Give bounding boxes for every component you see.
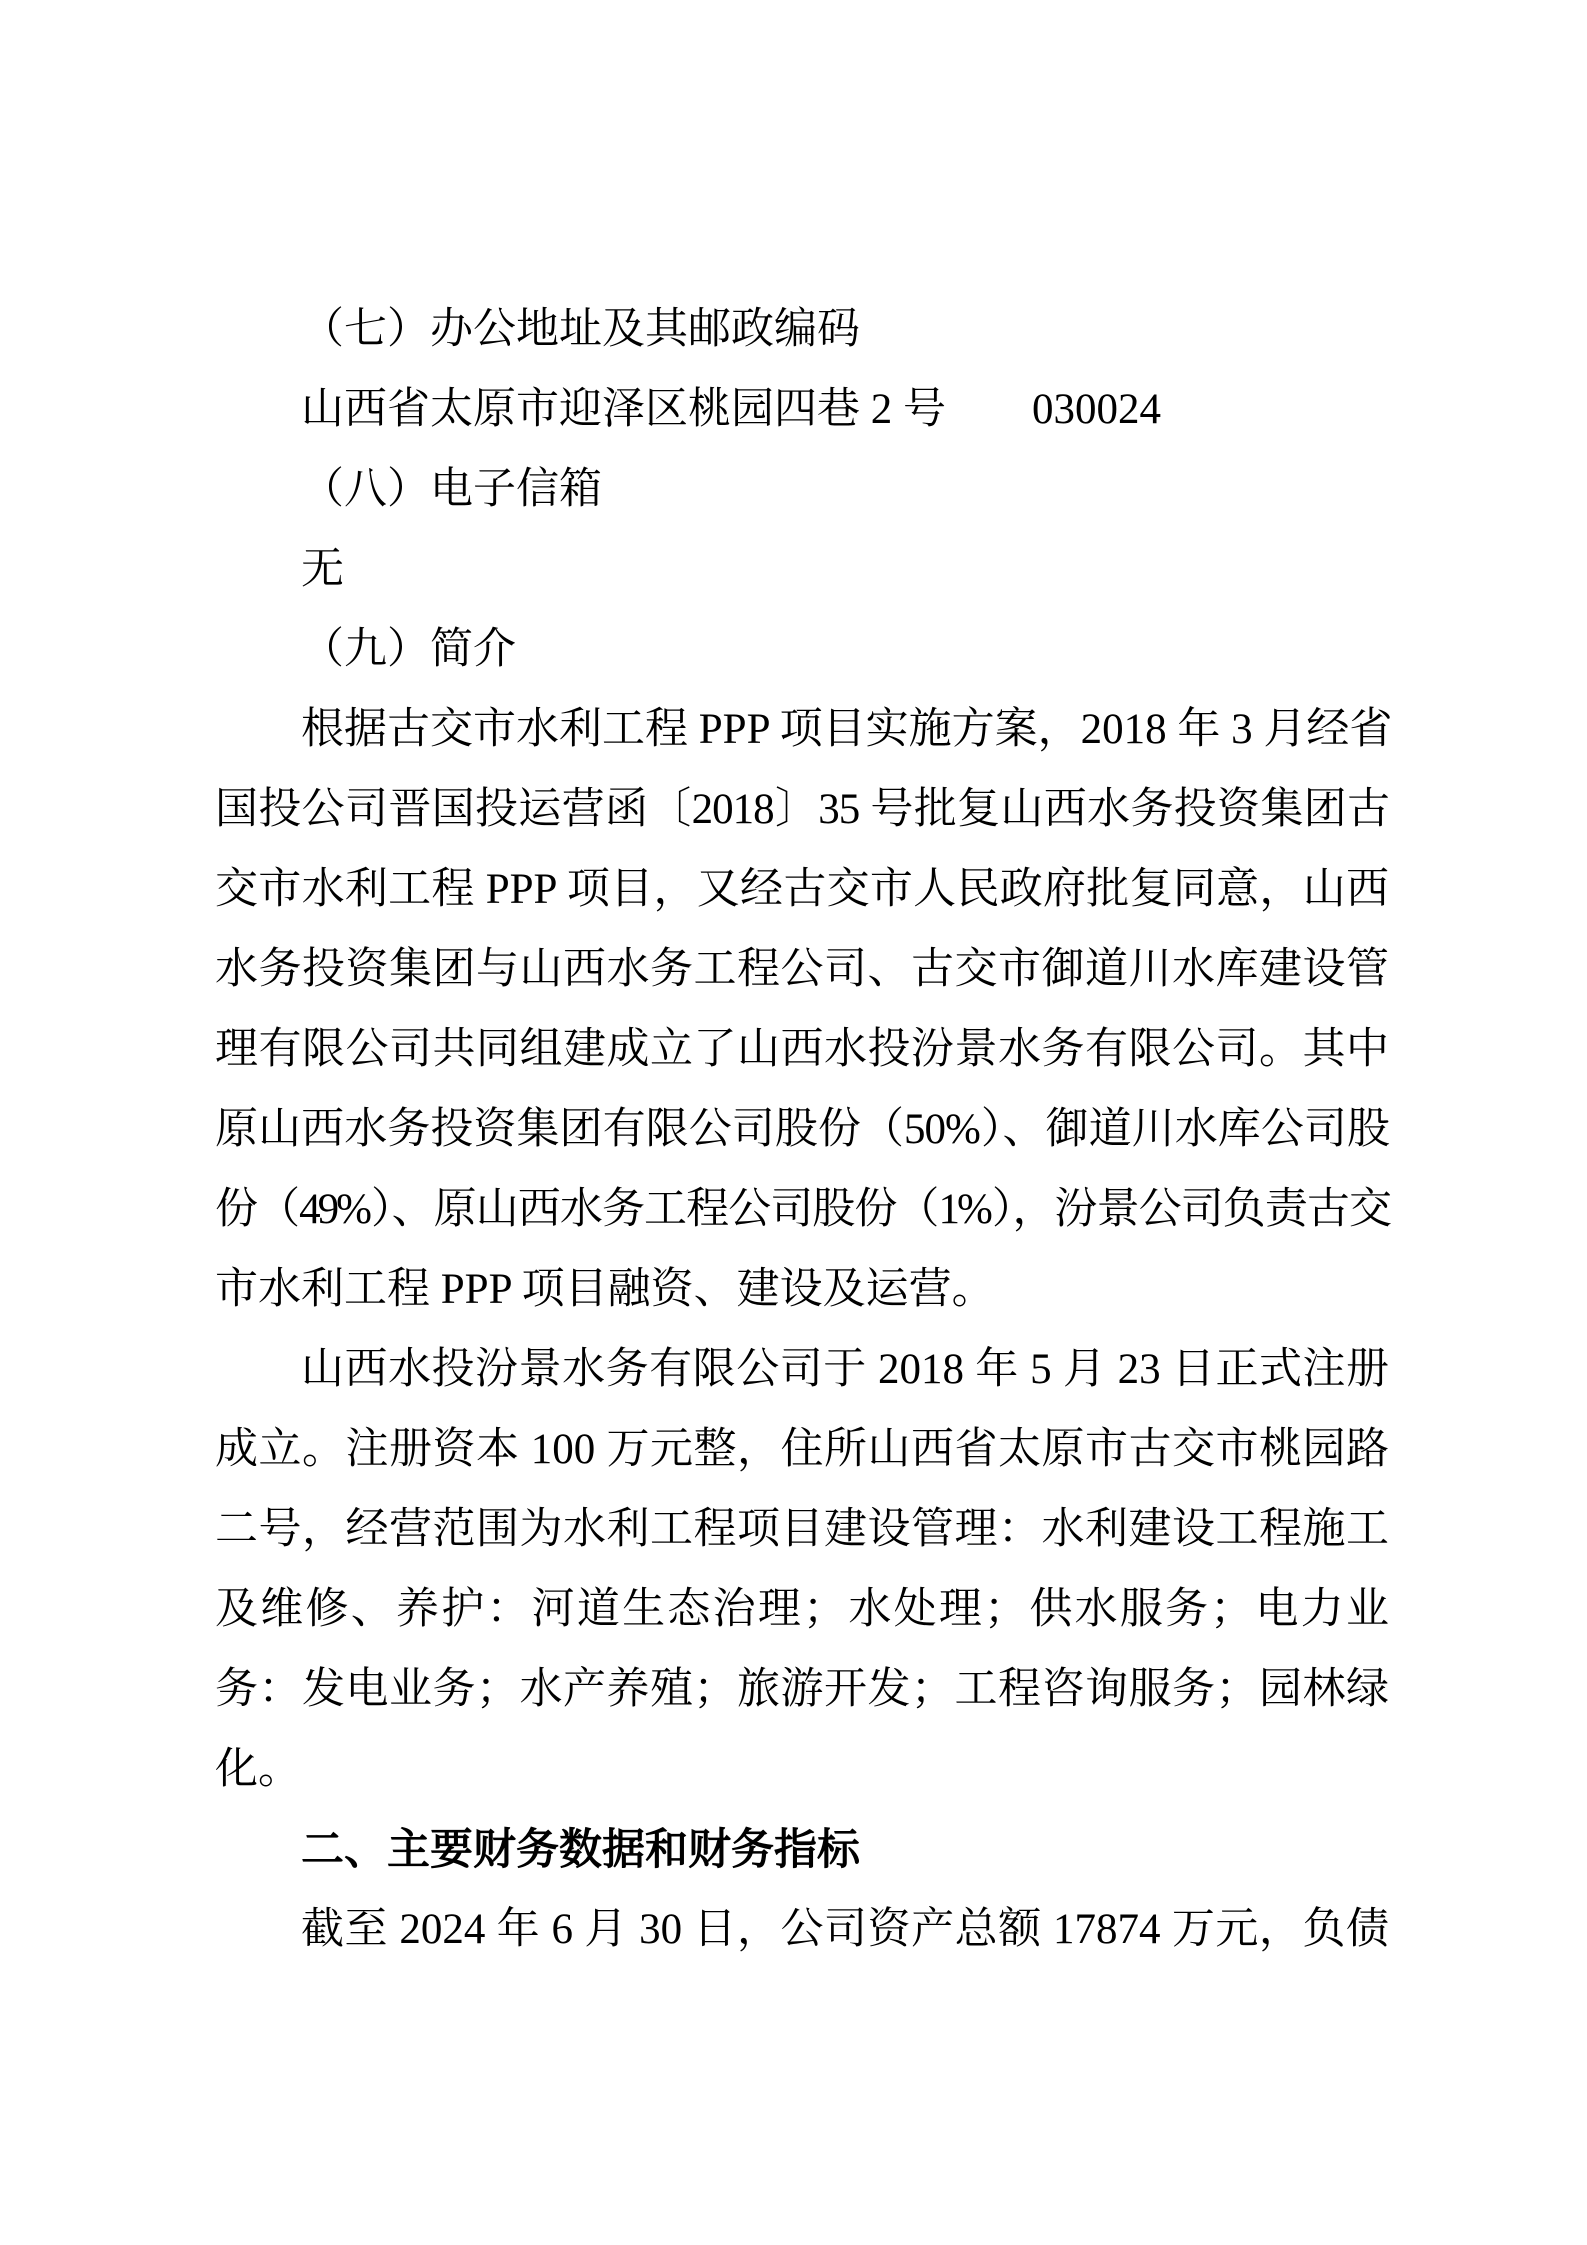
document-text-block (215, 290, 1393, 1970)
financial-paragraph-line-1: 截至 2024 年 6 月 30 日，公司资产总额 17874 万元，负债 (301, 1906, 1389, 1953)
intro-paragraph-line-7: 份（49%）、原山西水务工程公司股份（1%），汾景公司负责古交 (215, 1186, 1389, 1233)
registration-paragraph-line-4: 及维修、养护：河道生态治理；水处理；供水服务；电力业 (215, 1586, 1389, 1633)
registration-paragraph-line-1: 山西水投汾景水务有限公司于 2018 年 5 月 23 日正式注册 (301, 1346, 1389, 1393)
section-heading-office-address: （七）办公地址及其邮政编码 (301, 306, 860, 353)
registration-paragraph-line-6: 化。 (215, 1746, 301, 1793)
intro-paragraph-line-8: 市水利工程 PPP 项目融资、建设及运营。 (215, 1266, 995, 1313)
address-postcode-line: 山西省太原市迎泽区桃园四巷 2 号 030024 (301, 386, 1161, 433)
intro-paragraph-line-2: 国投公司晋国投运营函〔2018〕35 号批复山西水务投资集团古 (215, 786, 1389, 833)
registration-paragraph-line-5: 务：发电业务；水产养殖；旅游开发；工程咨询服务；园林绿 (215, 1666, 1389, 1713)
email-value-line: 无 (301, 546, 344, 593)
registration-paragraph-line-3: 二号，经营范围为水利工程项目建设管理：水利建设工程施工 (215, 1506, 1389, 1553)
registration-paragraph-line-2: 成立。注册资本 100 万元整，住所山西省太原市古交市桃园路 (215, 1426, 1389, 1473)
intro-paragraph-line-5: 理有限公司共同组建成立了山西水投汾景水务有限公司。其中 (215, 1026, 1389, 1073)
intro-paragraph-line-1: 根据古交市水利工程 PPP 项目实施方案，2018 年 3 月经省 (301, 706, 1393, 753)
section-heading-email: （八）电子信箱 (301, 466, 602, 513)
intro-paragraph-line-4: 水务投资集团与山西水务工程公司、古交市御道川水库建设管 (215, 946, 1389, 993)
section-heading-intro: （九）简介 (301, 626, 516, 673)
intro-paragraph-line-6: 原山西水务投资集团有限公司股份（50%）、御道川水库公司股 (215, 1106, 1389, 1153)
intro-paragraph-line-3: 交市水利工程 PPP 项目，又经古交市人民政府批复同意，山西 (215, 866, 1389, 913)
section-heading-financial: 二、主要财务数据和财务指标 (301, 1826, 860, 1874)
